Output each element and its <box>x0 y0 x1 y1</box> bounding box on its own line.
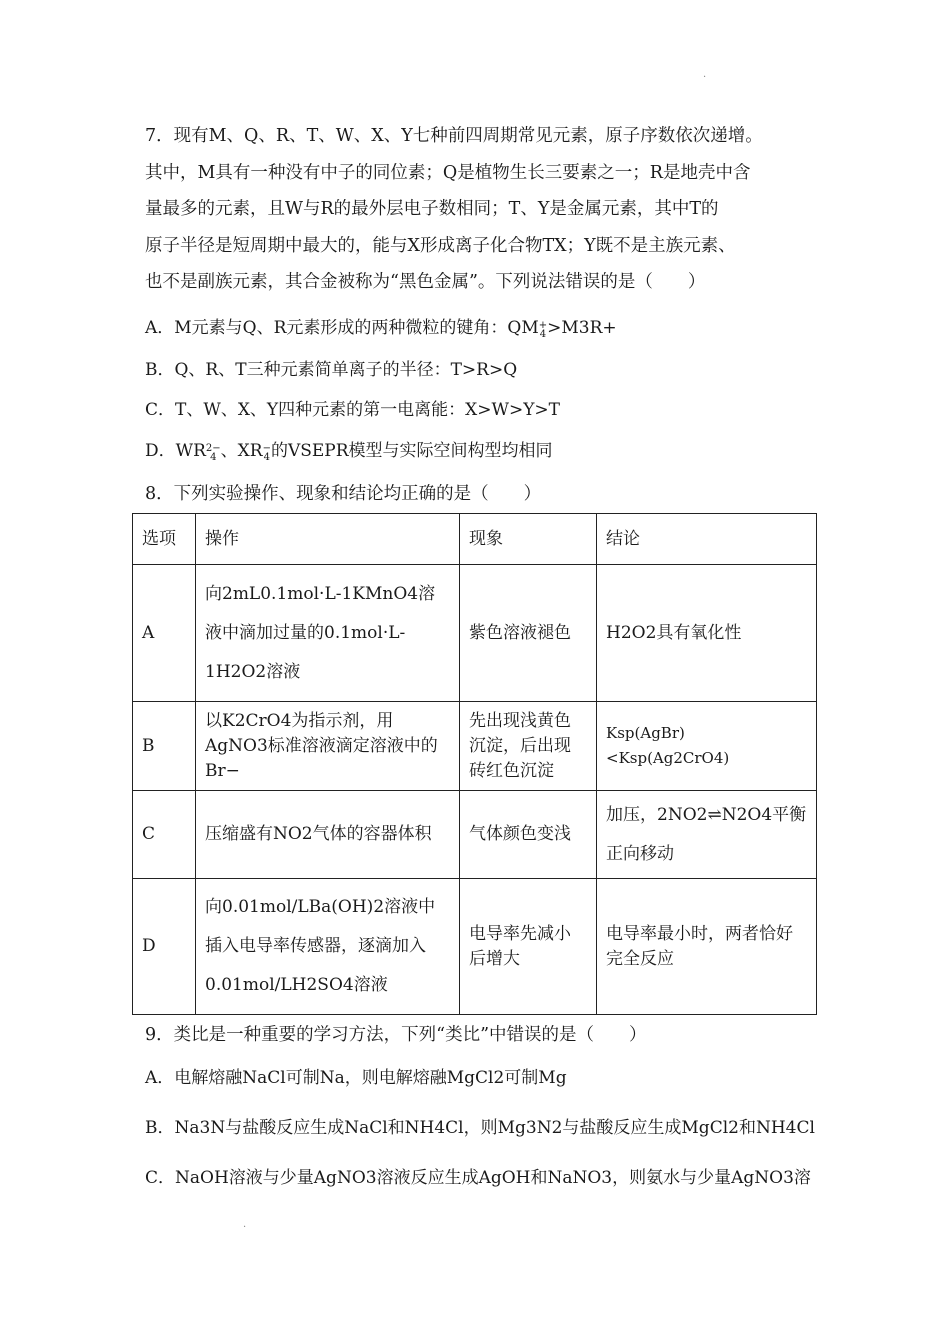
question-8-stem: 8．下列实验操作、现象和结论均正确的是（ ） <box>145 484 542 504</box>
page-mark: · <box>703 72 707 83</box>
table-row <box>133 702 817 791</box>
table-row <box>133 565 817 702</box>
row-option: A <box>133 565 196 702</box>
row-phenomenon: 先出现浅黄色沉淀，后出现砖红色沉淀 <box>460 702 597 791</box>
experiment-table <box>132 513 817 1015</box>
q7-option-c: C．T、W、X、Y四种元素的第一电离能：X>W>Y>T <box>145 400 561 420</box>
row-phenomenon: 气体颜色变浅 <box>460 791 597 879</box>
q7-line-4: 原子半径是短周期中最大的，能与X形成离子化合物TX；Y既不是主族元素、 <box>145 235 736 256</box>
row-operation: 向2mL0.1mol·L-1KMnO4溶液中滴加过量的0.1mol·L-1H2O2溶液 <box>196 565 460 702</box>
header-phenomenon: 现象 <box>460 514 597 565</box>
row-phenomenon: 电导率先减小后增大 <box>460 879 597 1015</box>
question-9-stem: 9．类比是一种重要的学习方法，下列“类比”中错误的是（ ） <box>145 1025 647 1045</box>
header-conclusion: 结论 <box>597 514 817 565</box>
q9-option-c: C．NaOH溶液与少量AgNO3溶液反应生成AgOH和NaNO3，则氨水与少量AgNO3溶 <box>145 1168 811 1188</box>
q7-line-1: 7．现有M、Q、R、T、W、X、Y七种前四周期常见元素，原子序数依次递增。 <box>145 126 763 146</box>
row-conclusion: H2O2具有氧化性 <box>597 565 817 702</box>
row-phenomenon: 紫色溶液褪色 <box>460 565 597 702</box>
q7-option-b: B．Q、R、T三种元素简单离子的半径：T>R>Q <box>145 360 518 380</box>
row-conclusion: Ksp(AgBr)<Ksp(Ag2CrO4) <box>597 702 817 791</box>
row-option: C <box>133 791 196 879</box>
header-option: 选项 <box>133 514 196 565</box>
row-operation: 向0.01mol/LBa(OH)2溶液中插入电导率传感器，逐滴加入0.01mol/LH2SO4溶液 <box>196 879 460 1015</box>
q7-line-3: 量最多的元素，且W与R的最外层电子数相同；T、Y是金属元素，其中T的 <box>145 199 719 219</box>
q7-line-2: 其中，M具有一种没有中子的同位素；Q是植物生长三要素之一；R是地壳中含 <box>145 162 751 183</box>
question-7 <box>145 118 817 301</box>
row-operation: 压缩盛有NO2气体的容器体积 <box>196 791 460 879</box>
row-conclusion: 加压，2NO2⇌N2O4平衡正向移动 <box>597 791 817 879</box>
q9-option-a: A．电解熔融NaCl可制Na，则电解熔融MgCl2可制Mg <box>145 1068 567 1088</box>
q7-line-5: 也不是副族元素，其合金被称为“黑色金属”。下列说法错误的是（ ） <box>145 272 706 292</box>
header-operation: 操作 <box>196 514 460 565</box>
q7-option-a: A．M元素与Q、R元素形成的两种微粒的键角：QM+ 4>M3R+ <box>145 318 617 340</box>
q7-option-d: D．WR2− 4 、XR− 4的VSEPR模型与实际空间构型均相同 <box>145 441 553 463</box>
row-conclusion: 电导率最小时，两者恰好完全反应 <box>597 879 817 1015</box>
table-row <box>133 879 817 1015</box>
page-mark-bottom: · <box>243 1222 247 1233</box>
row-operation: 以K2CrO4为指示剂，用AgNO3标准溶液滴定溶液中的Br− <box>196 702 460 791</box>
row-option: D <box>133 879 196 1015</box>
table-header-row <box>133 514 817 565</box>
table-row <box>133 791 817 879</box>
row-option: B <box>133 702 196 791</box>
q9-option-b: B．Na3N与盐酸反应生成NaCl和NH4Cl，则Mg3N2与盐酸反应生成MgCl2和NH4Cl <box>145 1118 815 1138</box>
